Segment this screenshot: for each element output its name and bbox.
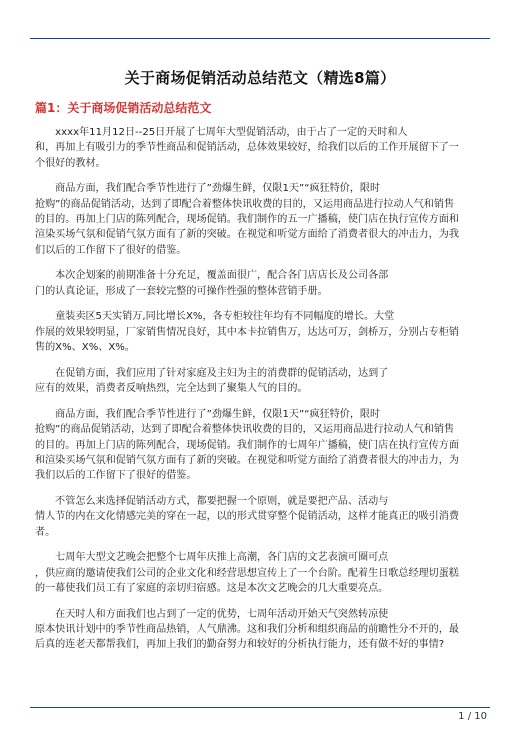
paragraph-1: xxxx年11月12日--25日开展了七周年大型促销活动，由于占了一定的天时和人 和，再加上有吸引力的季节性商品和促销活动，总体效果较好，给我们以后的工作开展留下了一 个很好的教材。 xyxy=(35,127,459,169)
document-body xyxy=(35,125,487,663)
paragraph-6: 商品方面，我们配合季节性进行了”劲爆生鲜，仅限1天”“疯狂特价，限时 抢购”的商品促销活动，达到了即配合着整体快讯收费的目的，又运用商品进行拉动人气和销售 的目的。再加上门店的陈列配合，现场促销。我们制作的七周年广播稿，使门店在执行宣传方面 和渲染买场气氛和促销气氛方面有了新的突破。在视觉和听觉方面给了消费者很大的冲击力，为 我们以后的工作留下了很好的借鉴。 xyxy=(35,408,459,482)
paragraph-7: 不管怎么来选择促销活动方式，都要把握一个原则，就是要把产品、活动与 情人节的内在文化情感完美的穿在一起，以的形式贯穿整个促销活动，这样才能真正的吸引消费 者。 xyxy=(35,495,459,538)
footer-rule xyxy=(30,707,490,708)
paragraph-4: 童装卖区5天实销万,同比增长X%，各专柜较往年均有不同幅度的增长。大堂 作展的效果较明显，厂家销售情况良好，其中本卡拉销售万，达达可万，剑桥万，分别占专柜销 售的X%、X%、X%。 xyxy=(35,311,459,354)
header-rule xyxy=(30,38,490,39)
section-heading: 篇1：关于商场促销活动总结范文 xyxy=(35,101,212,115)
document-title: 关于商场促销活动总结范文（精选8篇） xyxy=(124,69,396,87)
paragraph-9: 在天时人和方面我们也占到了一定的优势，七周年活动开始天气突然转凉使 原本快讯计划中的季节性商品热销，人气鼎沸。这和我们分析和组织商品的前瞻性分不开的，最 后真的连老天都帮我们，再加上我们的勤奋努力和较好的分析执行能力，还有做不好的事情? xyxy=(35,608,459,651)
paragraph-2: 商品方面，我们配合季节性进行了”劲爆生鲜，仅限1天”“疯狂特价，限时 抢购”的商品促销活动，达到了即配合着整体快讯收费的目的，又运用商品进行拉动人气和销售 的目的。再加上门店的陈列配合，现场促销。我们制作的五一广播稿，使门店在执行宣传方面和 渲染买场气氛和促销气氛方面有了新的突破。在视觉和听觉方面给了消费者很大的冲击力，为我 们以后的工作留下了很好的借鉴。 xyxy=(35,183,459,256)
paragraph-5: 在促销方面，我们应用了针对家庭及主妇为主的消费群的促销活动，达到了 应有的效果，消费者反响热烈，完全达到了聚集人气的目的。 xyxy=(35,367,389,395)
paragraph-8: 七周年大型文艺晚会把整个七周年庆推上高潮，各门店的文艺表演可圈可点 ，供应商的邀请使我们公司的企业文化和经营思想宣传上了一个台阶。配着生日歌总经理切蛋糕 的一幕使我们员工有了家庭的亲切归宿感。这是本次文艺晚会的几大重要亮点。 xyxy=(35,552,459,594)
page-indicator: 1 / 10 xyxy=(458,711,487,722)
paragraph-3: 本次企划案的前期准备十分充足，覆盖面很广，配合各门店店长及公司各部 门的认真论证，形成了一套较完整的可操作性强的整体营销手册。 xyxy=(35,270,389,297)
